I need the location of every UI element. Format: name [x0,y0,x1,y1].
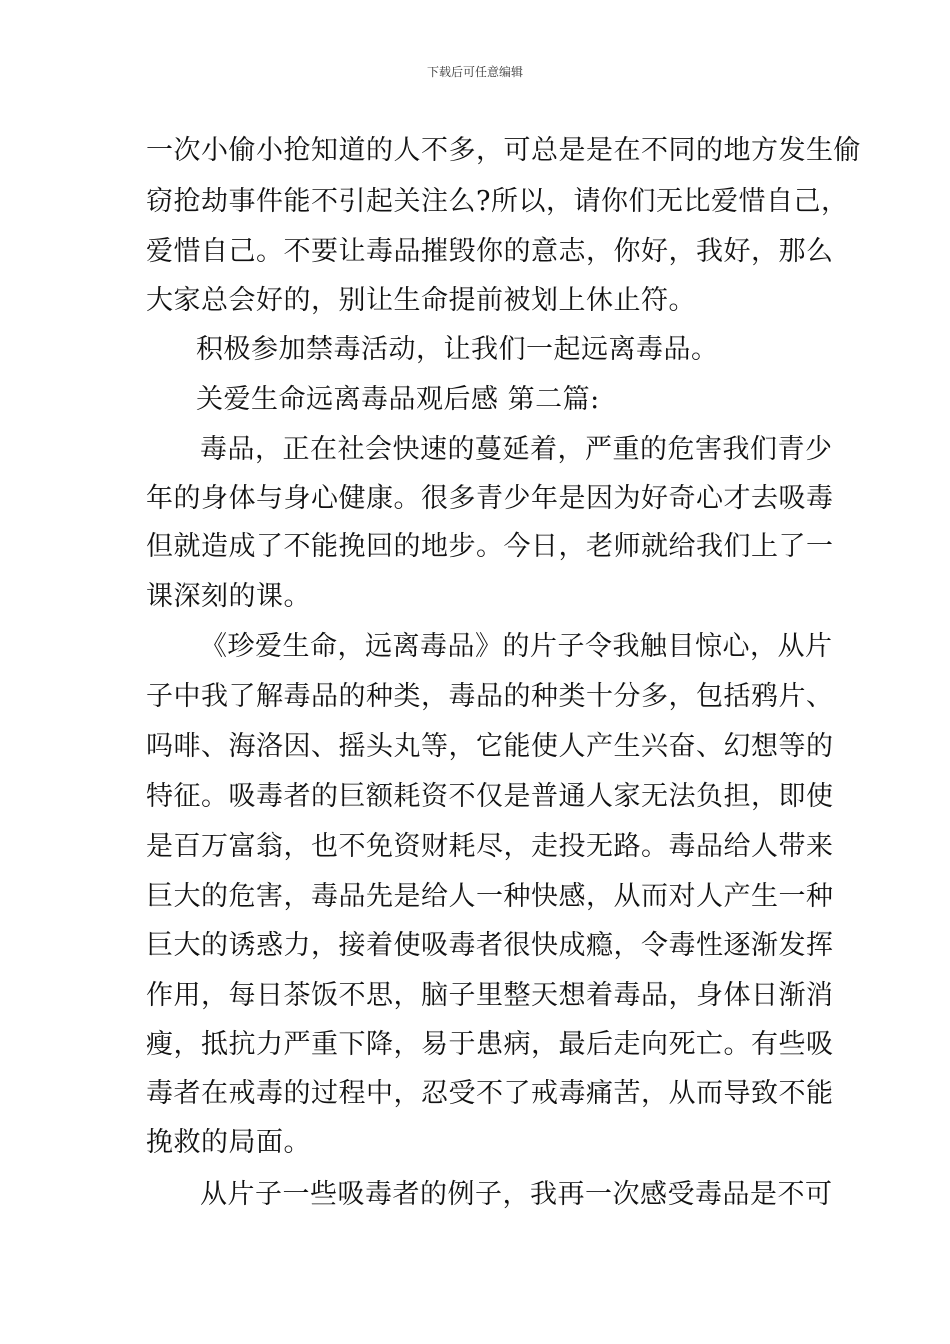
text-line: 是百万富翁，也不免资财耗尽，走投无路。毒品给人带来 [146,831,834,862]
text-line: 毒者在戒毒的过程中，忍受不了戒毒痛苦，从而导致不能 [146,1078,834,1109]
text-line: 窃抢劫事件能不引起关注么?所以，请你们无比爱惜自己， [146,186,849,217]
text-line: 从片子一些吸毒者的例子，我再一次感受毒品是不可 [200,1179,833,1210]
text-line: 一次小偷小抢知道的人不多，可总是是在不同的地方发生偷 [146,135,861,166]
text-line: 课深刻的课。 [146,581,311,612]
text-line: 作用，每日茶饭不思，脑子里整天想着毒品，身体日渐消 [146,980,834,1011]
text-line: 大家总会好的，别让生命提前被划上休止符。 [146,285,696,316]
text-line: 毒品，正在社会快速的蔓延着，严重的危害我们青少 [200,434,833,465]
text-line: 积极参加禁毒活动，让我们一起远离毒品。 [196,334,719,365]
text-line: 挽救的局面。 [146,1127,311,1158]
text-line: 但就造成了不能挽回的地步。今日，老师就给我们上了一 [146,531,834,562]
text-line: 《珍爱生命，远离毒品》的片子令我触目惊心，从片 [200,631,833,662]
text-line: 爱惜自己。不要让毒品摧毁你的意志，你好，我好，那么 [146,236,834,267]
text-line: 巨大的诱惑力，接着使吸毒者很快成瘾，令毒性逐渐发挥 [146,930,834,961]
text-line: 巨大的危害，毒品先是给人一种快感，从而对人产生一种 [146,881,834,912]
text-line: 年的身体与身心健康。很多青少年是因为好奇心才去吸毒 [146,483,834,514]
text-line: 子中我了解毒品的种类，毒品的种类十分多，包括鸦片、 [146,681,834,712]
text-line: 特征。吸毒者的巨额耗资不仅是普通人家无法负担，即使 [146,781,834,812]
text-line: 关爱生命远离毒品观后感 第二篇: [196,384,600,415]
text-line: 吗啡、海洛因、摇头丸等，它能使人产生兴奋、幻想等的 [146,731,834,762]
page-header: 下载后可任意编辑 [426,65,523,79]
text-line: 瘦，抵抗力严重下降，易于患病，最后走向死亡。有些吸 [146,1029,834,1060]
